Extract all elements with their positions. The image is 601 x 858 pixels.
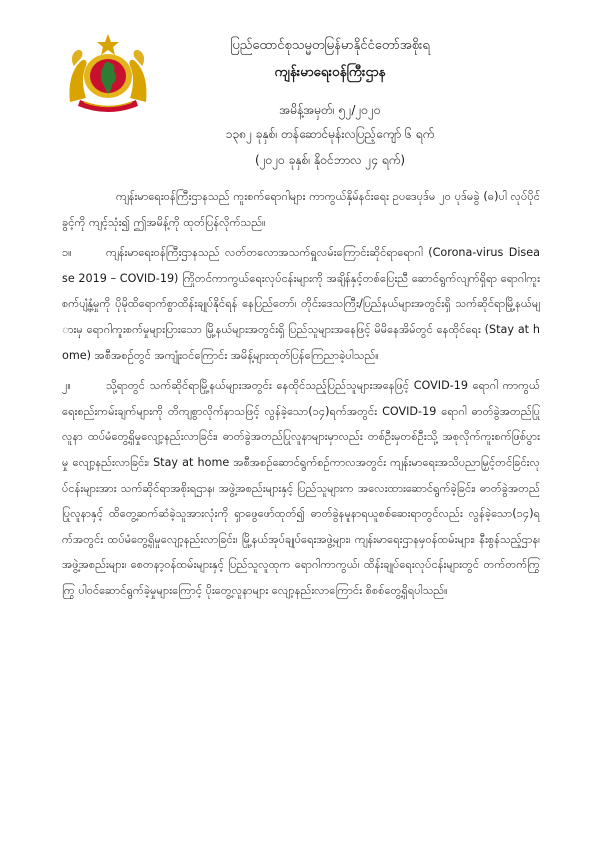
state-seal-emblem (66, 32, 150, 114)
paragraph-1-number: ၁။ (62, 246, 72, 260)
paragraph-2 (62, 373, 540, 603)
intro-paragraph: ကျန်းမာရေးဝန်ကြီးဌာနသည် ကူးစက်ရောဂါများ ကာကွယ်နှိမ်နင်းရေး ဥပဒေပုဒ်မ ၂၀ ပုဒ်မခွဲ (ဓ)ပါ လုပ်ပိုင်ခွင့်ကို ကျင့်သုံး၍ ဤအမိန့်ကို ထုတ်ပြန်လိုက်သည်။ (62, 190, 540, 229)
paragraph-1 (62, 240, 540, 368)
document-body (62, 184, 540, 609)
paragraph-2-number: ၂။ (62, 379, 71, 393)
paragraph-1-text: ကျန်းမာရေးဝန်ကြီးဌာနသည် လတ်တလောအသက်ရှူလမ်းကြောင်းဆိုင်ရာရောဂါ (Corona-virus Disease 2019 – COVID-19) ကြိုတင်ကာကွယ်ရေးလုပ်ငန်းများကို အချိန်နှင့်တစ်ပြေးညီ ဆောင်ရွက်လျက်ရှိရာ ရောဂါကူးစက်ပျံ့နှံ့မှုကို ပိုမိုထိရောက်စွာထိန်းချုပ်နိုင်ရန် နေပြည်တော်၊ တိုင်းဒေသကြီး/ပြည်နယ်များအတွင်းရှိ သက်ဆိုင်ရာမြို့နယ်များမှ ရောဂါကူးစက်မှုများပြားသော မြို့နယ်များအတွင်းရှိ ပြည်သူများအနေဖြင့် မိမိနေအိမ်တွင် နေထိုင်ရေး (Stay at home) အစီအစဉ်တွင် အကျုံးဝင်ကြောင်း အမိန့်များထုတ်ပြန်ကြေညာခဲ့ပါသည်။ (62, 246, 540, 362)
date-myanmar: ၁၃၈၂ ခုနှစ်၊ တန်ဆောင်မုန်းလပြည့်ကျော် ၆ ရက် (225, 127, 435, 141)
ministry-title: ကျန်းမာရေးဝန်ကြီးဌာန (274, 64, 386, 80)
government-title: ပြည်ထောင်စုသမ္မတမြန်မာနိုင်ငံတော်အစိုးရ (230, 38, 430, 53)
order-number: အမိန့်အမှတ်၊ ၅၂/၂၀၂၀ (279, 103, 381, 117)
paragraph-2-text: သို့ရာတွင် သက်ဆိုင်ရာမြို့နယ်များအတွင်း နေထိုင်သည့်ပြည်သူများအနေဖြင့် COVID-19 ရောဂါ ကာကွယ်ရေးစည်းကမ်းချက်များကို တိကျစွာလိုက်နာသဖြင့် လွန်ခဲ့သော(၁၄)ရက်အတွင်း COVID-19 ရောဂါ ဓာတ်ခွဲအတည်ပြုလူနာ ထပ်မံတွေ့ရှိမှုလျော့နည်းလာခြင်း၊ ဓာတ်ခွဲအတည်ပြုလူနာများမှာလည်း တစ်ဦးမှတစ်ဦးသို့ အစုလိုက်ကူးစက်ဖြစ်ပွားမှု လျော့နည်းလာခြင်း၊ Stay at home အစီအစဉ်ဆောင်ရွက်စဉ်ကာလအတွင်း ကျန်းမာရေးအသိပညာမြှင့်တင်ခြင်းလုပ်ငန်းများအား သက်ဆိုင်ရာအစိုးရဌာန၊ အဖွဲ့အစည်းများနှင့် ပြည်သူများက အလေးထားဆောင်ရွက်ခဲ့ခြင်း၊ ဓာတ်ခွဲအတည်ပြုလူနာနှင့် ထိတွေ့ဆက်ဆံခဲ့သူအားလုံးကို ရှာဖွေဖော်ထုတ်၍ ဓာတ်ခွဲနမူနာရယူစစ်ဆေးရာတွင်လည်း လွန်ခဲ့သော(၁၄)ရက်အတွင်း ထပ်မံတွေ့ရှိမှုလျော့နည်းလာခြင်း၊ မြို့နယ်အုပ်ချုပ်ရေးအဖွဲ့များ၊ ကျန်းမာရေးဌာနမှဝန်ထမ်းများ၊ နီးစွန်သည့်ဌာန၊ အဖွဲ့အစည်းများ၊ စေတနာ့ဝန်ထမ်းများနှင့် ပြည်သူလူထုက ရောဂါကာကွယ်၊ ထိန်းချုပ်ရေးလုပ်ငန်းများတွင် တက်တက်ကြွကြွ ပါဝင်ဆောင်ရွက်ခဲ့မှုများကြောင့် ပိုးတွေ့လူနာများ လျော့နည်းလာကြောင်း စိစစ်တွေ့ရှိရပါသည်။ (62, 379, 540, 597)
date-gregorian: (၂၀၂၀ ခုနှစ်၊ နိုဝင်ဘာလ ၂၄ ရက်) (254, 153, 406, 167)
